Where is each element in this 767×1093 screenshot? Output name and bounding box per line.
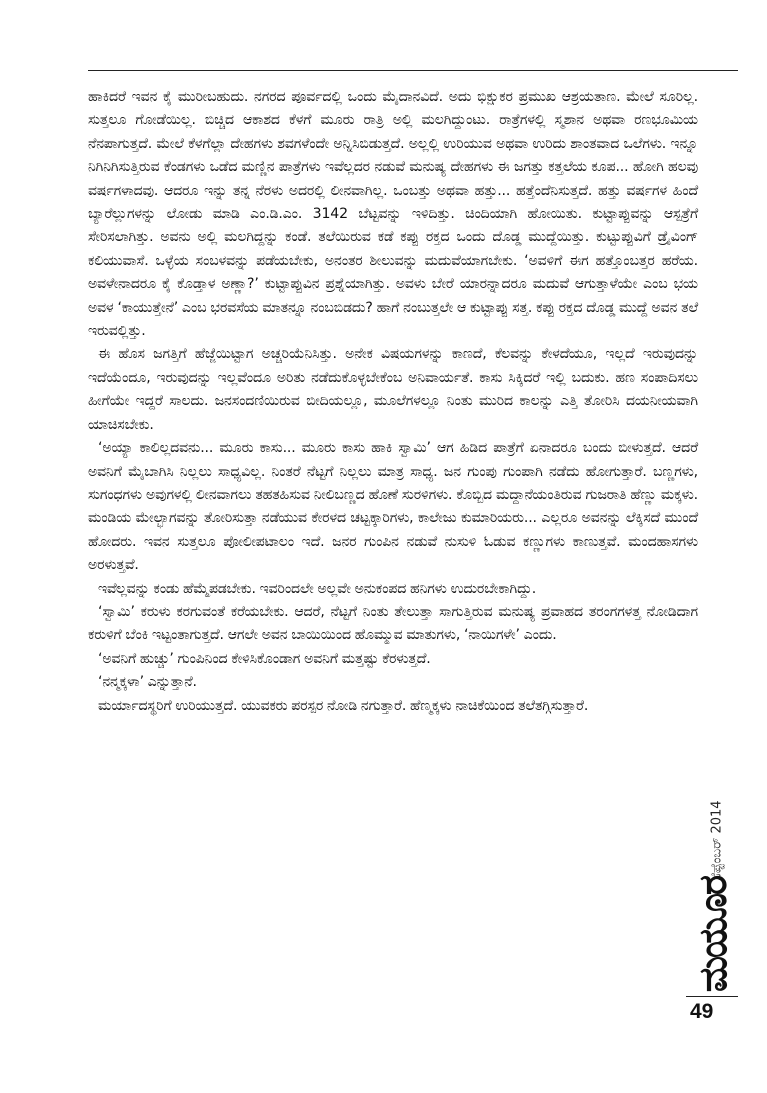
page-number: 49 <box>690 1000 714 1023</box>
paragraph-6: ‘ಅವನಿಗೆ ಹುಚ್ಚು’ ಗುಂಪಿನಿಂದ ಕೇಳಿಸಿಕೊಂಡಾಗ ಅವನಿಗೆ ಮತ್ತಷ್ಟು ಕೆರಳುತ್ತದೆ. <box>98 650 431 667</box>
paragraph-4: ಇವೆಲ್ಲವನ್ನು ಕಂಡು ಹೆಮ್ಮೆಪಡಬೇಕು. ಇವರಿಂದಲೇ ಅಲ್ಲವೇ ಅನುಕಂಪದ ಹನಿಗಳು ಉದುರಬೇಕಾಗಿದ್ದು. <box>98 580 537 597</box>
paragraph-3: ‘ಅಯ್ಯಾ ಕಾಲಿಲ್ಲದವನು... ಮೂರು ಕಾಸು... ಮೂರು ಕಾಸು ಹಾಕಿ ಸ್ವಾಮಿ’ ಆಗ ಹಿಡಿದ ಪಾತ್ರೆಗೆ ಏನಾದರೂ ಬಂದು ಬೀಳುತ್ತದೆ. ಆದರೆ ಅವನಿಗೆ ಮೈಬಾಗಿಸಿ ನಿಲ್ಲಲು ಸಾಧ್ಯವಿಲ್ಲ. ನಿಂತರೆ ನೆಟ್ಟಗೆ ನಿಲ್ಲಲು ಮಾತ್ರ ಸಾಧ್ಯ. ಜನ ಗುಂಪು ಗುಂಪಾಗಿ ನಡೆದು ಹೋಗುತ್ತಾರೆ. ಬಣ್ಣಗಳು, ಸುಗಂಧಗಳು ಅವುಗಳಲ್ಲಿ ಲೀನವಾಗಲು ತಹತಹಿಸುವ ನೀಲಿಬಣ್ಣದ ಹೊಣೆ ಸುರಳಿಗಳು. ಕೊಬ್ಬಿದ ಮದ್ದಾನೆಯಂತಿರುವ ಗುಜರಾತಿ ಹೆಣ್ಣು ಮಕ್ಕಳು. ಮಂಡಿಯ ಮೇಲ್ಭಾಗವನ್ನು ತೋರಿಸುತ್ತಾ ನಡೆಯುವ ಕೇರಳದ ಚಟ್ಟಕ್ಕಾರಿಗಳು, ಕಾಲೇಜು ಕುಮಾರಿಯರು... ಎಲ್ಲರೂ ಅವನನ್ನು ಲೆಕ್ಕಿಸದೆ ಮುಂದೆ ಹೋದರು. ಇವನ ಸುತ್ತಲೂ ಪೋಲೀಪಟಾಲಂ ಇದೆ. ಜನರ ಗುಂಪಿನ ನಡುವೆ ನುಸುಳಿ ಓಡುವ ಕಣ್ಣುಗಳು ಕಾಣುತ್ತವೆ. ಮಂದಹಾಸಗಳು ಅರಳುತ್ತವೆ. <box>88 440 698 574</box>
issue-date <box>672 800 762 880</box>
paragraph-7: ‘ನನ್ಮಕ್ಕಳಾ’ ಎನ್ನುತ್ತಾನೆ. <box>98 674 197 691</box>
paragraph-1: ಹಾಕಿದರೆ ಇವನ ಕೈ ಮುರೀಬಹುದು. ನಗರದ ಪೂರ್ವದಲ್ಲಿ ಒಂದು ಮೈದಾನವಿದೆ. ಅದು ಭಿಕ್ಷುಕರ ಪ್ರಮುಖ ಆಶ್ರಯತಾಣ. ಮೇಲೆ ಸೂರಿಲ್ಲ. ಸುತ್ತಲೂ ಗೋಡೆಯಿಲ್ಲ. ಬಿಚ್ಚಿದ ಆಕಾಶದ ಕೆಳಗೆ ಮೂರು ರಾತ್ರಿ ಅಲ್ಲಿ ಮಲಗಿದ್ದುಂಟು. ರಾತ್ರೆಗಳಲ್ಲಿ ಸ್ಮಶಾನ ಅಥವಾ ರಣಭೂಮಿಯ ನೆನಪಾಗುತ್ತದೆ. ಮೇಲೆ ಕೆಳಗೆಲ್ಲಾ ದೇಹಗಳು ಶವಗಳೆಂದೇ ಅನ್ನಿಸಿಬಿಡುತ್ತದೆ. ಅಲ್ಲಲ್ಲಿ ಉರಿಯುವ ಅಥವಾ ಉರಿದು ಶಾಂತವಾದ ಒಲೆಗಳು. ಇನ್ನೂ ನಿಗಿನಿಗಿಸುತ್ತಿರುವ ಕೆಂಡಗಳು ಒಡೆದ ಮಣ್ಣಿನ ಪಾತ್ರೆಗಳು ಇವೆಲ್ಲದರ ನಡುವೆ ಮನುಷ್ಯ ದೇಹಗಳು ಈ ಜಗತ್ತು ಕತ್ತಲೆಯ ಕೂಪ... ಹೋಗಿ ಹಲವು ವರ್ಷಗಳಾದವು. ಆದರೂ ಇನ್ನು ತನ್ನ ನೆರಳು ಅದರಲ್ಲಿ ಲೀನವಾಗಿಲ್ಲ. ಒಂಬತ್ತು ಅಥವಾ ಹತ್ತು... ಹತ್ತೆಂದೆನಿಸುತ್ತದೆ. ಹತ್ತು ವರ್ಷಗಳ ಹಿಂದೆ ಬ್ಯಾರೆಲ್ಲುಗಳನ್ನು ಲೋಡು ಮಾಡಿ ಎಂ.ಡಿ.ಎಂ. 3142 ಬೆಟ್ಟವನ್ನು ಇಳಿದಿತ್ತು. ಚಿಂದಿಯಾಗಿ ಹೋಯಿತು. ಕುಟ್ಟಾಪ್ಪುವನ್ನು ಆಸ್ಪತ್ರೆಗೆ ಸೇರಿಸಲಾಗಿತ್ತು. ಅವನು ಅಲ್ಲಿ ಮಲಗಿದ್ದನ್ನು ಕಂಡೆ. ತಲೆಯಿರುವ ಕಡೆ ಕಪ್ಪು ರಕ್ತದ ಒಂದು ದೊಡ್ಡ ಮುದ್ದೆಯಿತ್ತು. ಕುಟ್ಟುಪ್ಪುವಿಗೆ ಡ್ರೈವಿಂಗ್ ಕಲಿಯುವಾಸೆ. ಒಳ್ಳೆಯ ಸಂಬಳವನ್ನು ಪಡೆಯಬೇಕು, ಅನಂತರ ಶೀಲುವನ್ನು ಮದುವೆಯಾಗಬೇಕು. ‘ಅವಳಿಗೆ ಈಗ ಹತ್ತೊಂಬತ್ತರ ಹರೆಯ. ಅವಳೇನಾದರೂ ಕೈ ಕೊಡ್ತಾಳ ಅಣ್ಣಾ?’ ಕುಟ್ಟಾಪ್ಪುವಿನ ಪ್ರಶ್ನೆಯಾಗಿತ್ತು. ಅವಳು ಬೇರೆ ಯಾರನ್ನಾದರೂ ಮದುವೆ ಆಗುತ್ತಾಳೆಯೇ ಎಂಬ ಭಯ ಅವಳ ‘ಕಾಯುತ್ತೇನೆ’ ಎಂಬ ಭರವಸೆಯ ಮಾತನ್ನೂ ನಂಬಬಿಡದು? ಹಾಗೆ ನಂಬುತ್ತಲೇ ಆ ಕುಟ್ಟಾಪ್ಪು ಸತ್ತ. ಕಪ್ಪು ರಕ್ತದ ದೊಡ್ಡ ಮುದ್ದೆ ಅವನ ತಲೆ ಇರುವಲ್ಲಿತ್ತು. <box>88 89 698 340</box>
top-divider <box>88 70 738 71</box>
paragraph-8: ಮರ್ಯಾದಸ್ಥರಿಗೆ ಉರಿಯುತ್ತದೆ. ಯುವಕರು ಪರಸ್ಪರ ನೋಡಿ ನಗುತ್ತಾರೆ. ಹೆಣ್ಮಕ್ಕಳು ನಾಚಿಕೆಯಿಂದ ತಲೆತಗ್ಗಿಸುತ್ತಾರೆ. <box>98 697 589 714</box>
paragraph-5: ‘ಸ್ವಾಮಿ’ ಕರುಳು ಕರಗುವಂತೆ ಕರೆಯಬೇಕು. ಆದರೆ, ನೆಟ್ಟಗೆ ನಿಂತು ತೇಲುತ್ತಾ ಸಾಗುತ್ತಿರುವ ಮನುಷ್ಯ ಪ್ರವಾಹದ ತರಂಗಗಳತ್ತ ನೋಡಿದಾಗ ಕರುಳಿಗೆ ಬೆಂಕಿ ಇಟ್ಟಂತಾಗುತ್ತದೆ. ಆಗಲೇ ಅವನ ಬಾಯಿಯಿಂದ ಹೊಮ್ಮುವ ಮಾತುಗಳು, ‘ನಾಯಿಗಳೇ’ ಎಂದು. <box>88 603 698 644</box>
magazine-title-text: ಮಯೂರ <box>691 876 736 992</box>
paragraph-2: ಈ ಹೊಸ ಜಗತ್ತಿಗೆ ಹೆಜ್ಜೆಯಿಟ್ಟಾಗ ಅಚ್ಚರಿಯೆನಿಸಿತ್ತು. ಅನೇಕ ವಿಷಯಗಳನ್ನು ಕಾಣದೆ, ಕೆಲವನ್ನು ಕೇಳದೆಯೂ, ಇಲ್ಲದೆ ಇರುವುದನ್ನು ಇದೆಯೆಂದೂ, ಇರುವುದನ್ನು ಇಲ್ಲವೆಂದೂ ಅರಿತು ನಡೆದುಕೊಳ್ಳಬೇಕೆಂಬ ಅನಿವಾರ್ಯತೆ. ಕಾಸು ಸಿಕ್ಕಿದರೆ ಇಲ್ಲಿ ಬದುಕು. ಹಣ ಸಂಪಾದಿಸಲು ಹೀಗೆಯೇ ಇದ್ದರೆ ಸಾಲದು. ಜನಸಂದಣಿಯಿರುವ ಬೀದಿಯಲ್ಲೂ, ಮೂಲೆಗಳಲ್ಲೂ ನಿಂತು ಮುರಿದ ಕಾಲನ್ನು ಎತ್ತಿ ತೋರಿಸಿ ದಯನೀಯವಾಗಿ ಯಾಚಿಸಬೇಕು. <box>88 346 698 433</box>
magazine-logo <box>691 870 736 998</box>
issue-date-text: ಸೆಪ್ಟೆಂಬರ್ 2014 <box>709 799 725 881</box>
article-body <box>88 86 698 718</box>
page-number-divider <box>686 996 738 997</box>
